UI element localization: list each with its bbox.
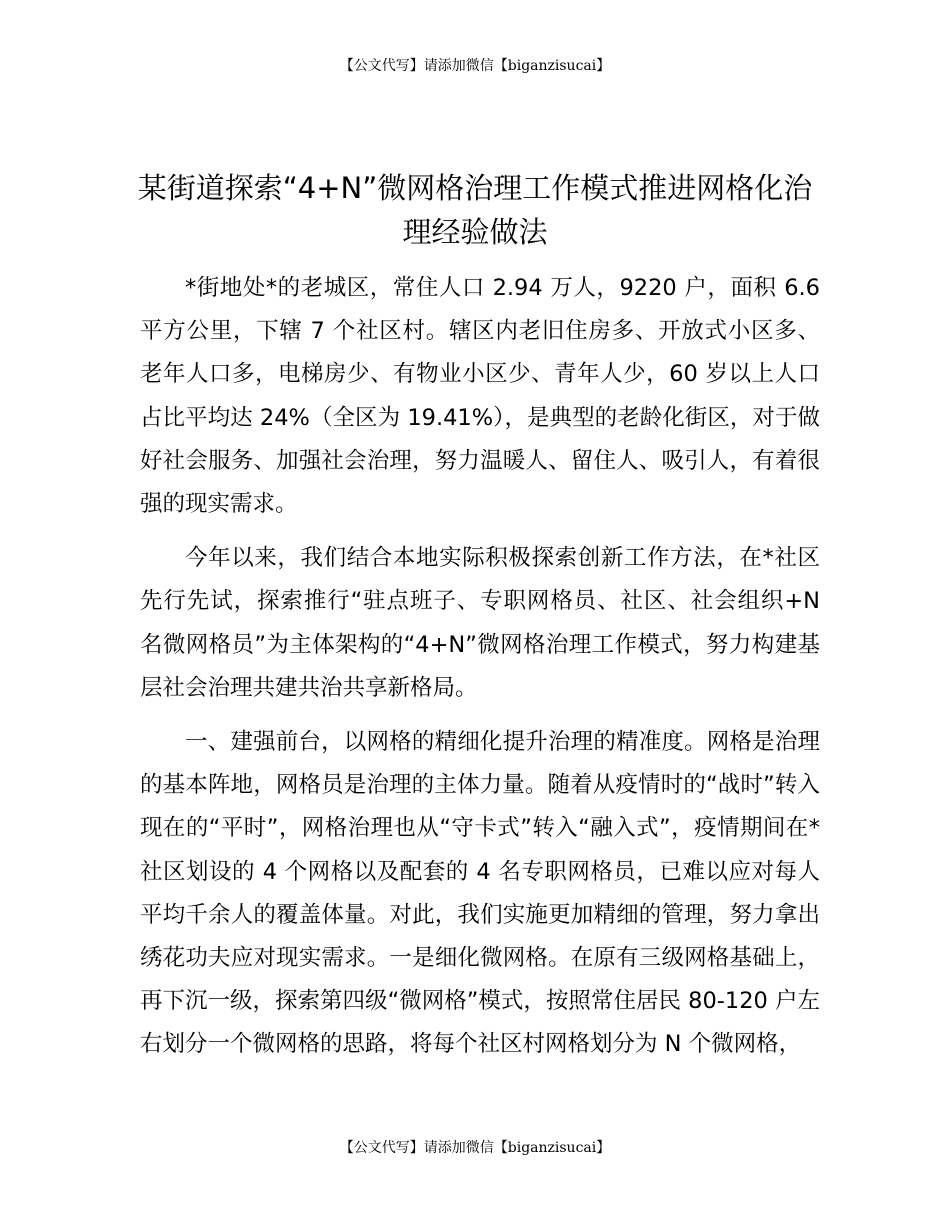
paragraph-intro: *街地处*的老城区，常住人口 2.94 万人，9220 户，面积 6.6 平方公里，下辖 7 个社区村。辖区内老旧住房多、开放式小区多、老年人口多，电梯房少、有物业小区少、青年人少，60 岁以上人口占比平均达 24%（全区为 19.41%），是典型的老龄化街区，对于做好社会服务、加强社会治理，努力温暖人、留住人、吸引人，有着很强的现实需求。 <box>140 275 820 518</box>
paragraph-section-one: 一、建强前台，以网格的精细化提升治理的精准度。网格是治理的基本阵地，网格员是治理的主体力量。随着从疫情时的“战时”转入现在的“平时”，网格治理也从“守卡式”转入“融入式”，疫情期间在*社区划设的 4 个网格以及配套的 4 名专职网格员，已难以应对每人平均千余人的覆盖体量。对此，我们实施更加精细的管理，努力拿出绣花功夫应对现实需求。一是细化微网格。在原有三级网格基础上，再下沉一级，探索第四级“微网格”模式，按照常住居民 80-120 户左右划分一个微网格的思路，将每个社区村网格划分为 N 个微网格， <box>140 729 820 1058</box>
document-body <box>140 267 820 1078</box>
footer-watermark-note: 【公文代写】请添加微信【biganzisucai】 <box>339 1140 611 1156</box>
paragraph-overview: 今年以来，我们结合本地实际积极探索创新工作方法，在*社区先行先试，探索推行“驻点班子、专职网格员、社区、社会组织+N 名微网格员”为主体架构的“4+N”微网格治理工作模式，努力构建基层社会治理共建共治共享新格局。 <box>140 545 820 701</box>
document-title: 某街道探索“4+N”微网格治理工作模式推进网格化治理经验做法 <box>137 171 813 249</box>
header-watermark-note: 【公文代写】请添加微信【biganzisucai】 <box>339 58 611 74</box>
